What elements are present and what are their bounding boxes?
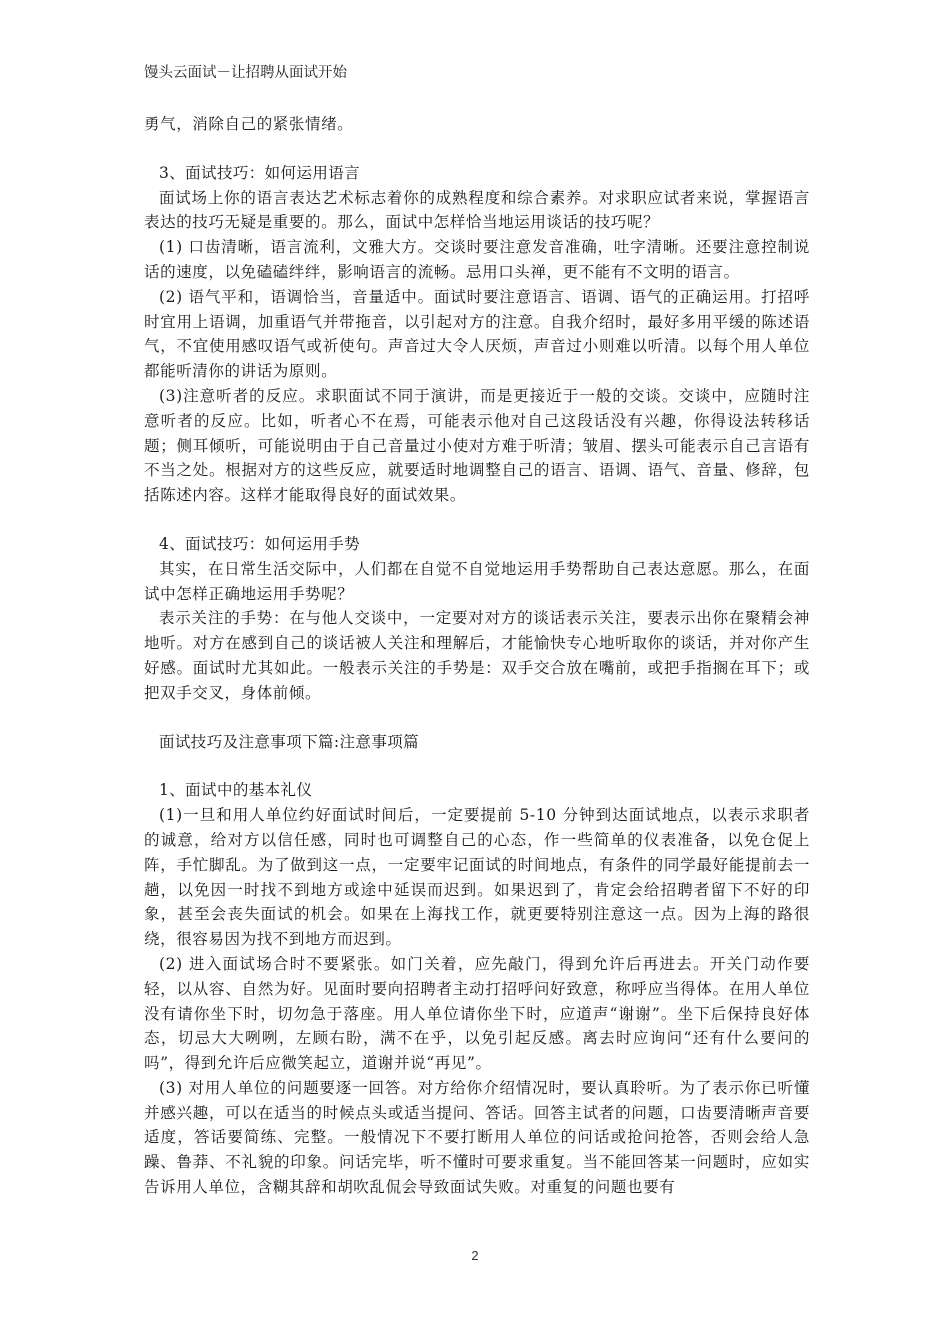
paragraph: 勇气，消除自己的紧张情绪。 [144,115,354,133]
paragraph: (3) 对用人单位的问题要逐一回答。对方给你介绍情况时，要认真聆听。为了表示你已听懂并感兴趣，可以在适当的时候点头或适当提问、答话。回答主试者的问题，口齿要清晰声音要适度，答话要简练、完整。一般情况下不要打断用人单位的问话或抢问抢答，否则会给人急躁、鲁莽、不礼貌的印象。问话完毕，听不懂时可要求重复。当不能回答某一问题时，应如实告诉用人单位，含糊其辞和胡吹乱侃会导致面试失败。对重复的问题也要有 [144,1078,810,1197]
paragraph: (3)注意听者的反应。求职面试不同于演讲，而是更接近于一般的交谈。交谈中，应随时注意听者的反应。比如，听者心不在焉，可能表示他对自己这段话没有兴趣，你得设法转移话题；侧耳倾听，可能说明由于自己音量过小使对方难于听清；皱眉、摆头可能表示自己言语有不当之处。根据对方的这些反应，就要适时地调整自己的语言、语调、语气、音量、修辞，包括陈述内容。这样才能取得良好的面试效果。 [144,386,810,505]
part-heading: 面试技巧及注意事项下篇:注意事项篇 [159,732,420,751]
page-number: 2 [471,1248,479,1263]
paragraph: 其实，在日常生活交际中，人们都在自觉不自觉地运用手势帮助自己表达意愿。那么，在面试中怎样正确地运用手势呢？ [144,559,810,603]
spacer [144,754,810,778]
paragraph: 表示关注的手势：在与他人交谈中，一定要对对方的谈话表示关注，要表示出你在聚精会神地听。对方在感到自己的谈话被人关注和理解后，才能愉快专心地听取你的谈话，并对你产生好感。面试时尤其如此。一般表示关注的手势是：双手交合放在嘴前，或把手指搁在耳下；或把双手交叉，身体前倾。 [144,609,810,702]
paragraph: (1)一旦和用人单位约好面试时间后，一定要提前 5-10 分钟到达面试地点，以表示求职者的诚意，给对方以信任感，同时也可调整自己的心态，作一些简单的仪表准备，以免仓促上阵，手忙脚乱。为了做到这一点，一定要牢记面试的时间地点，有条件的同学最好能提前去一趟，以免因一时找不到地方或途中延误而迟到。如果迟到了，肯定会给招聘者留下不好的印象，甚至会丧失面试的机会。如果在上海找工作，就更要特别注意这一点。因为上海的路很绕，很容易因为找不到地方而迟到。 [144,806,810,949]
document-page [144,62,810,1200]
section-heading: 4、面试技巧：如何运用手势 [159,534,361,553]
paragraph: (1) 口齿清晰，语言流利，文雅大方。交谈时要注意发音准确，吐字清晰。还要注意控制说话的速度，以免磕磕绊绊，影响语言的流畅。忌用口头禅，更不能有不文明的语言。 [144,238,810,281]
paragraph: 面试场上你的语言表达艺术标志着你的成熟程度和综合素养。对求职应试者来说，掌握语言表达的技巧无疑是重要的。那么，面试中怎样恰当地运用谈话的技巧呢？ [144,188,810,232]
spacer [144,137,810,161]
section-heading: 1、面试中的基本礼仪 [159,781,313,800]
page-header: 馒头云面试－让招聘从面试开始 [144,65,347,81]
paragraph: (2) 进入面试场合时不要紧张。如门关着，应先敲门，得到允许后再进去。开关门动作要轻，以从容、自然为好。见面时要向招聘者主动打招呼问好致意，称呼应当得体。在用人单位没有请你坐下时，切勿急于落座。用人单位请你坐下时，应道声“谢谢”。坐下后保持良好体态，切忌大大咧咧，左顾右盼，满不在乎，以免引起反感。离去时应询问“还有什么要问的吗”，得到允许后应微笑起立，道谢并说“再见”。 [144,954,810,1073]
section-heading: 3、面试技巧：如何运用语言 [159,163,361,182]
spacer [144,508,810,532]
spacer [144,706,810,730]
paragraph: (2) 语气平和，语调恰当，音量适中。面试时要注意语言、语调、语气的正确运用。打招呼时宜用上语调，加重语气并带拖音，以引起对方的注意。自我介绍时，最好多用平缓的陈述语气，不宜使用感叹语气或祈使句。声音过大令人厌烦，声音过小则难以听清。以每个用人单位都能听清你的讲话为原则。 [144,287,810,381]
